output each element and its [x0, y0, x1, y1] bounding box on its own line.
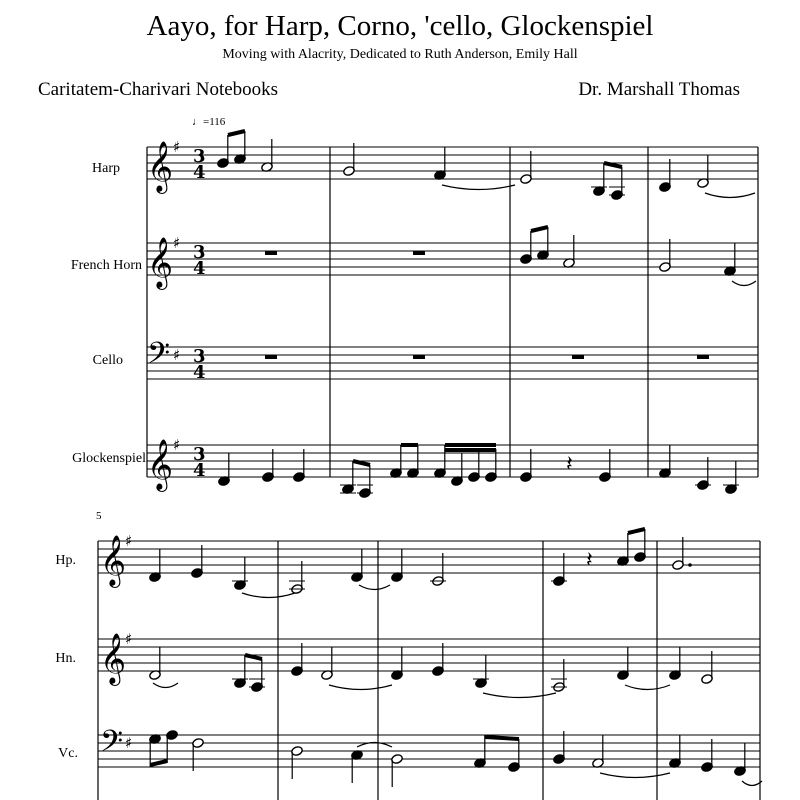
whole-rest — [265, 355, 277, 359]
instrument-label-horn-abbr: Hn. — [55, 651, 76, 666]
beam — [604, 163, 622, 167]
treble-clef: 𝄞 — [100, 535, 127, 586]
time-signature-top: 3 — [193, 146, 206, 167]
tie — [483, 693, 556, 698]
tie — [742, 781, 762, 786]
tie — [705, 193, 755, 198]
beam — [485, 737, 519, 739]
treble-clef: 𝄞 — [147, 141, 174, 192]
dot — [688, 563, 692, 567]
tie — [732, 281, 756, 286]
time-signature-top: 3 — [193, 444, 206, 465]
key-sharp: ♯ — [173, 234, 181, 252]
time-signature-top: 3 — [193, 346, 206, 367]
instrument-label-glockenspiel: Glockenspiel — [72, 451, 146, 466]
quarter-rest: 𝄽 — [586, 548, 593, 573]
beam — [228, 131, 245, 135]
whole-rest — [413, 251, 425, 255]
instrument-label-harp: Harp — [92, 161, 120, 176]
quarter-rest: 𝄽 — [566, 452, 573, 477]
time-signature-bottom: 4 — [193, 258, 206, 279]
tie — [442, 185, 515, 190]
whole-rest — [572, 355, 584, 359]
key-sharp: ♯ — [173, 436, 181, 454]
time-signature-bottom: 4 — [193, 362, 206, 383]
whole-rest — [697, 355, 709, 359]
whole-rest — [265, 251, 277, 255]
instrument-label-cello: Cello — [92, 353, 123, 368]
whole-rest — [413, 355, 425, 359]
tie — [242, 593, 295, 598]
measure-number: 5 — [96, 510, 102, 522]
treble-clef: 𝄞 — [100, 633, 127, 684]
tempo-marking: ♩=116 — [192, 116, 226, 128]
instrument-label-harp-abbr: Hp. — [55, 553, 76, 568]
composer-name: Dr. Marshall Thomas — [578, 79, 740, 100]
tie — [625, 685, 670, 690]
key-sharp: ♯ — [125, 630, 133, 648]
instrument-label-cello-abbr: Vc. — [58, 746, 78, 761]
treble-clef: 𝄞 — [147, 237, 174, 288]
bass-clef: 𝄢 — [147, 337, 171, 378]
time-signature-bottom: 4 — [193, 460, 206, 481]
treble-clef: 𝄞 — [147, 439, 174, 490]
score-subtitle: Moving with Alacrity, Dedicated to Ruth Anderson, Emily Hall — [222, 47, 578, 62]
tie — [359, 585, 390, 590]
beam — [150, 761, 167, 765]
beam — [531, 227, 548, 231]
instrument-label-french-horn: French Horn — [70, 258, 142, 273]
time-signature-top: 3 — [193, 242, 206, 263]
key-sharp: ♯ — [125, 532, 133, 550]
key-sharp: ♯ — [125, 734, 133, 752]
beam — [245, 655, 262, 659]
publisher-name: Caritatem-Charivari Notebooks — [38, 79, 279, 100]
score-title: Aayo, for Harp, Corno, 'cello, Glockenspiel — [146, 10, 654, 42]
tie — [329, 685, 392, 690]
tie — [153, 683, 178, 688]
bass-clef: 𝄢 — [100, 725, 124, 766]
beam — [628, 529, 645, 533]
tie — [600, 773, 670, 778]
beam — [353, 461, 370, 465]
key-sharp: ♯ — [173, 138, 181, 156]
time-signature-bottom: 4 — [193, 162, 206, 183]
key-sharp: ♯ — [173, 346, 181, 364]
